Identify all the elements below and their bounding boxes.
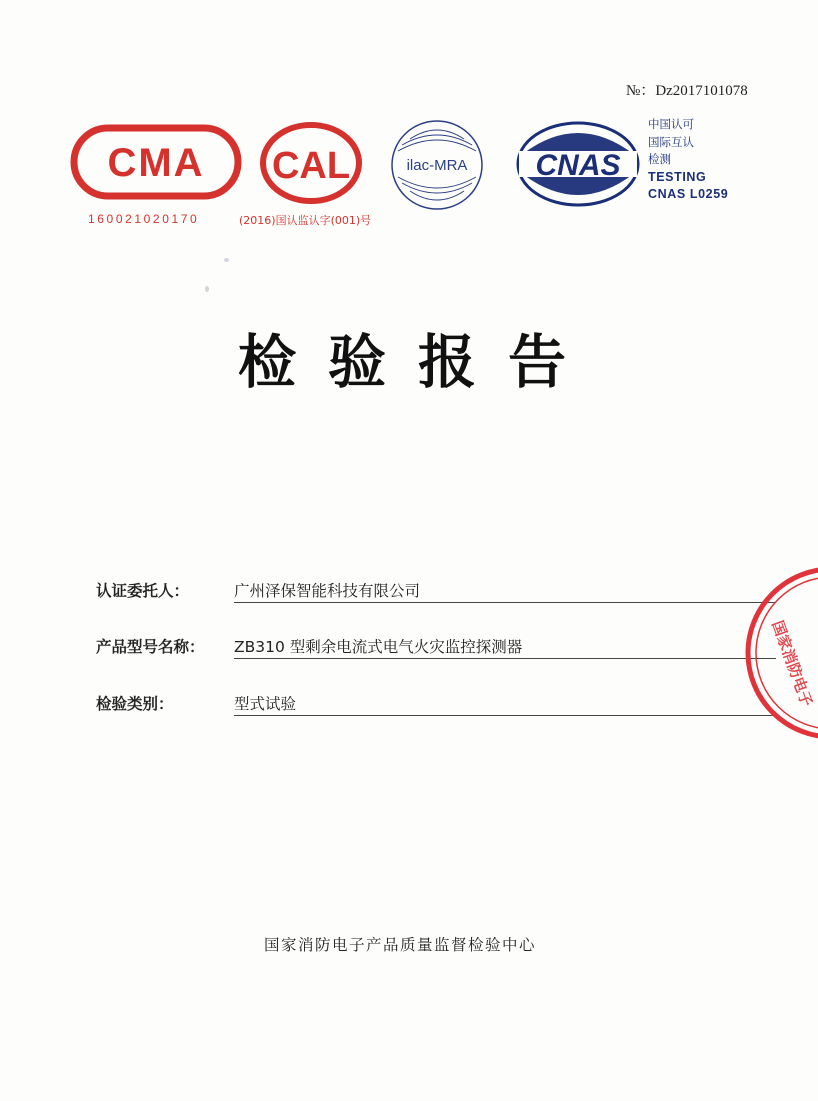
cnas-accreditation-text: [648, 116, 728, 204]
field-product: [96, 637, 776, 659]
cma-code: 160021020170: [88, 212, 200, 226]
cnas-line-4: TESTING: [648, 169, 707, 184]
report-number-value: Dz2017101078: [655, 83, 748, 99]
field-product-underline: [234, 658, 776, 659]
cal-logo-text: CAL: [271, 145, 351, 187]
field-client-underline: [234, 602, 776, 603]
issuing-organization: 国家消防电子产品质量监督检验中心: [263, 936, 536, 954]
report-number: [626, 79, 748, 100]
field-client-label: 认证委托人：: [96, 582, 190, 600]
document-title: 检验报告: [237, 328, 598, 396]
cnas-logo: [516, 121, 640, 207]
cnas-line-1: 中国认可: [648, 117, 694, 131]
ilac-logo-text: ilac-MRA: [406, 157, 468, 174]
scan-speck: [224, 258, 229, 262]
svg-text:国家消防电子: 国家消防电子: [768, 618, 816, 709]
scan-speck: [205, 286, 209, 292]
cnas-line-2: 国际互认: [648, 134, 694, 149]
official-seal: [740, 563, 816, 747]
field-product-label: 产品型号名称：: [96, 638, 205, 656]
cma-logo-text: CMA: [107, 141, 205, 185]
report-number-prefix: №：: [626, 83, 656, 99]
field-test-type-label: 检验类别：: [96, 695, 174, 713]
field-test-type-value: 型式试验: [234, 695, 297, 713]
field-test-type: [96, 694, 776, 716]
field-product-value: ZB310 型剩余电流式电气火灾监控探测器: [234, 638, 523, 656]
cal-code: (2016)国认监认字(001)号: [239, 214, 372, 227]
cnas-line-3: 检测: [648, 152, 671, 166]
field-client: [96, 581, 776, 603]
cma-logo: [86, 124, 226, 200]
cal-logo: [258, 121, 364, 205]
cnas-logo-text: CNAS: [535, 149, 621, 182]
ilac-mra-logo: [388, 117, 486, 213]
field-client-value: 广州泽保智能科技有限公司: [234, 582, 421, 600]
cnas-line-5: CNAS L0259: [648, 187, 729, 201]
field-test-type-underline: [234, 715, 776, 716]
